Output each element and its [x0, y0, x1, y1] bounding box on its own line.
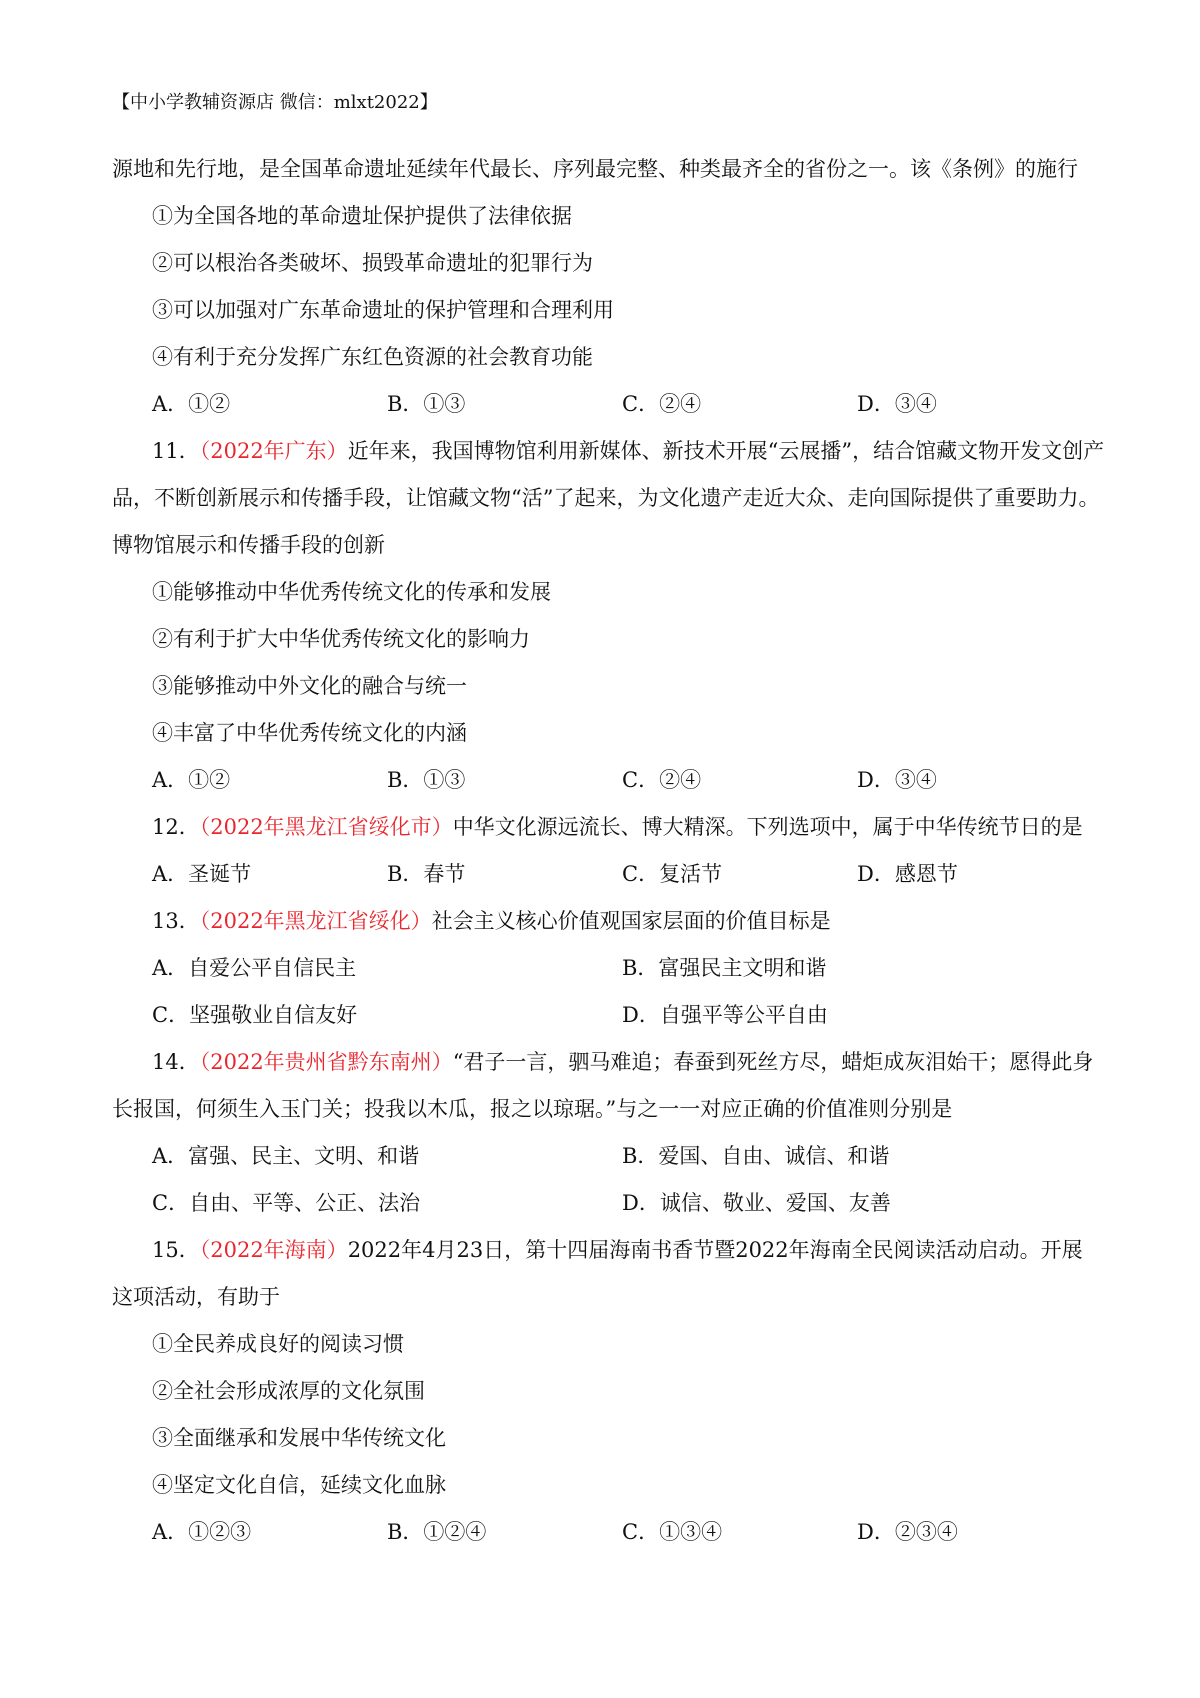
q10-stem-continuation: 源地和先行地，是全国革命遗址延续年代最长、序列最完整、种类最齐全的省份之一。该《条例》的施行	[112, 157, 1078, 181]
q10-statement-3: ③可以加强对广东革命遗址的保护管理和合理利用	[152, 298, 614, 322]
q11-statement-3: ③能够推动中外文化的融合与统一	[152, 674, 467, 698]
q15-stem-line-1	[112, 1227, 1102, 1274]
q10-options	[112, 381, 1102, 428]
q13-source: （2022年黑龙江省绥化）	[199, 909, 432, 933]
q15-option-a: A．①②③	[152, 1520, 252, 1544]
q14-text-1: “君子一言，驷马难追；春蚕到死丝方尽，蜡炬成灰泪始干；愿得此身	[452, 1050, 1094, 1074]
q10-statement-1: ①为全国各地的革命遗址保护提供了法律依据	[152, 204, 572, 228]
q13-option-a: A．自爱公平自信民主	[152, 956, 357, 980]
q12-option-d: D．感恩节	[857, 862, 958, 886]
q11-statement-2: ②有利于扩大中华优秀传统文化的影响力	[152, 627, 530, 651]
q15-statement-4: ④坚定文化自信，延续文化血脉	[152, 1473, 446, 1497]
q15-text-1: 2022年4月23日，第十四届海南书香节暨2022年海南全民阅读活动启动。开展	[347, 1238, 1083, 1262]
q14-option-a: A．富强、民主、文明、和谐	[152, 1144, 420, 1168]
q11-source: （2022年广东）	[199, 439, 348, 463]
q10-option-c: C．②④	[622, 392, 702, 416]
q11-statement-1: ①能够推动中华优秀传统文化的传承和发展	[152, 580, 551, 604]
q14-option-b: B．爱国、自由、诚信、和谐	[622, 1144, 890, 1168]
q15-option-d: D．②③④	[857, 1520, 958, 1544]
q11-option-d: D．③④	[857, 768, 937, 792]
q13-option-b: B．富强民主文明和谐	[622, 956, 827, 980]
q15-options	[112, 1509, 1102, 1556]
q12-option-a: A．圣诞节	[152, 862, 252, 886]
q10-statement-4: ④有利于充分发挥广东红色资源的社会教育功能	[152, 345, 593, 369]
q14-source: （2022年贵州省黔东南州）	[199, 1050, 453, 1074]
q11-option-c: C．②④	[622, 768, 702, 792]
q13-option-d: D．自强平等公平自由	[622, 1003, 828, 1027]
q14-stem-line-1	[112, 1039, 1102, 1086]
q12-text: 中华文化源远流长、博大精深。下列选项中，属于中华传统节日的是	[452, 815, 1083, 839]
q10-option-d: D．③④	[857, 392, 937, 416]
q15-statement-1: ①全民养成良好的阅读习惯	[152, 1332, 404, 1356]
q13-option-c: C．坚强敬业自信友好	[152, 1003, 358, 1027]
page-header: 【中小学教辅资源店 微信：mlxt2022】	[112, 92, 438, 113]
q11-statement-4: ④丰富了中华优秀传统文化的内涵	[152, 721, 467, 745]
q12-option-b: B．春节	[387, 862, 466, 886]
q14-number: 14．	[152, 1050, 200, 1074]
q14-options-row-2	[112, 1180, 1102, 1227]
q12-option-c: C．复活节	[622, 862, 723, 886]
q15-statement-2: ②全社会形成浓厚的文化氛围	[152, 1379, 425, 1403]
q11-option-a: A．①②	[152, 768, 231, 792]
q12-options	[112, 851, 1102, 898]
q12-stem	[112, 804, 1102, 851]
q10-statement-2: ②可以根治各类破坏、损毁革命遗址的犯罪行为	[152, 251, 593, 275]
q15-statement-3: ③全面继承和发展中华传统文化	[152, 1426, 446, 1450]
q10-option-a: A．①②	[152, 392, 231, 416]
q11-stem-line-2: 品，不断创新展示和传播手段，让馆藏文物“活”了起来，为文化遗产走近大众、走向国际提供了重要助力。	[112, 486, 1100, 510]
q11-stem-line-3: 博物馆展示和传播手段的创新	[112, 533, 385, 557]
q13-number: 13．	[152, 909, 200, 933]
question-content	[112, 146, 1105, 1556]
q15-stem-line-2: 这项活动，有助于	[112, 1285, 280, 1309]
q14-option-c: C．自由、平等、公正、法治	[152, 1191, 421, 1215]
q11-option-b: B．①③	[387, 768, 466, 792]
q11-text-1: 近年来，我国博物馆利用新媒体、新技术开展“云展播”，结合馆藏文物开发文创产	[347, 439, 1105, 463]
q13-text: 社会主义核心价值观国家层面的价值目标是	[431, 909, 831, 933]
q13-stem	[112, 898, 1102, 945]
q15-option-c: C．①③④	[622, 1520, 723, 1544]
q10-option-b: B．①③	[387, 392, 466, 416]
q13-options-row-2	[112, 992, 1102, 1039]
q15-option-b: B．①②④	[387, 1520, 487, 1544]
q11-stem-line-1	[112, 428, 1105, 475]
q11-options	[112, 757, 1102, 804]
q15-source: （2022年海南）	[199, 1238, 348, 1262]
q14-stem-line-2: 长报国，何须生入玉门关；投我以木瓜，报之以琼琚。”与之一一对应正确的价值准则分别是	[112, 1097, 953, 1121]
q12-number: 12．	[152, 815, 200, 839]
q11-number: 11．	[152, 439, 200, 463]
q12-source: （2022年黑龙江省绥化市）	[199, 815, 453, 839]
q14-option-d: D．诚信、敬业、爱国、友善	[622, 1191, 891, 1215]
q13-options-row-1	[112, 945, 1102, 992]
q15-number: 15．	[152, 1238, 200, 1262]
q14-options-row-1	[112, 1133, 1102, 1180]
